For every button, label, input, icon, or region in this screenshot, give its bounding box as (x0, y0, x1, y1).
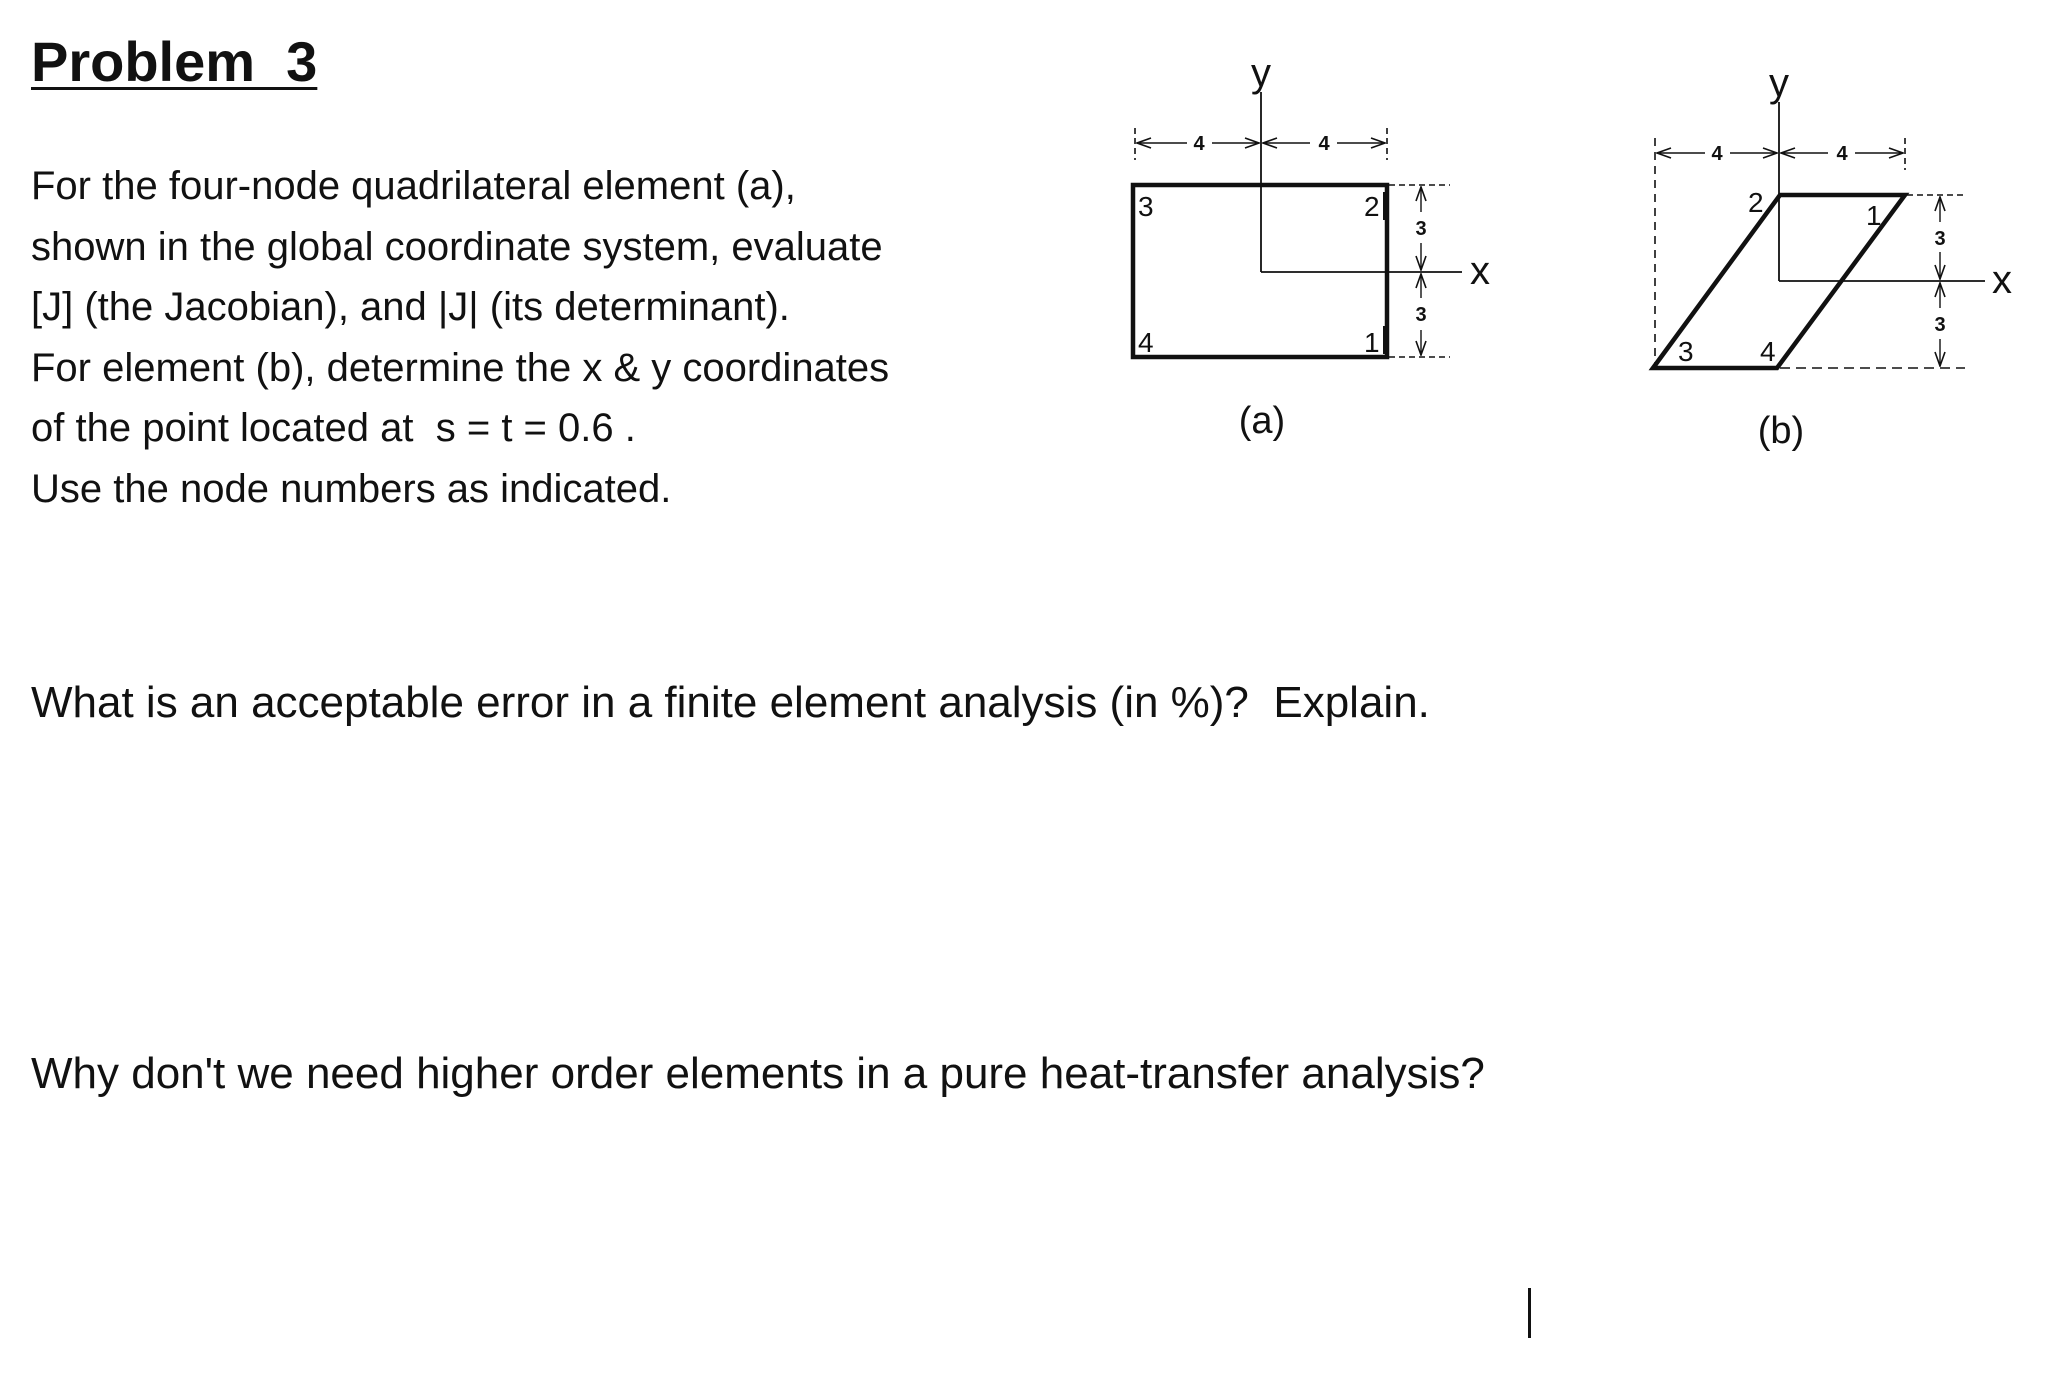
problem-line-3: [J] (the Jacobian), and |J| (its determinant). (31, 285, 790, 329)
node-label-b-4: 4 (1760, 336, 1776, 367)
dim-label-v1-a: 3 (1415, 218, 1427, 240)
node-label-a-3: 3 (1138, 191, 1154, 222)
figure-b-caption: (b) (1757, 410, 1805, 452)
dim-label-v2-b: 3 (1934, 314, 1946, 336)
dim-label-h1-a: 4 (1193, 133, 1205, 155)
y-axis-label-b: y (1769, 61, 1789, 105)
dim-label-h2-a: 4 (1318, 133, 1330, 155)
figure-a (1133, 51, 1490, 442)
x-axis-label-b: x (1992, 258, 2012, 302)
node-label-b-3: 3 (1678, 336, 1694, 367)
question-higher-order-elements: Why don't we need higher order elements in a pure heat-transfer analysis? (31, 1049, 1485, 1098)
problem-line-6: Use the node numbers as indicated. (31, 466, 672, 511)
dim-label-h1-b: 4 (1711, 143, 1723, 165)
dim-label-v1-b: 3 (1934, 228, 1946, 250)
figure-a-caption: (a) (1238, 400, 1286, 442)
problem-line-2: shown in the global coordinate system, evaluate (31, 224, 883, 269)
problem-title: Problem 3 (31, 30, 318, 93)
element-a-outline (1133, 185, 1387, 357)
dim-label-v2-a: 3 (1415, 304, 1427, 326)
node-label-b-2: 2 (1748, 187, 1764, 218)
problem-line-4: For element (b), determine the x & y coordinates (31, 345, 890, 390)
node-label-a-1: 1 (1364, 327, 1380, 358)
node-label-a-2: 2 (1364, 191, 1380, 222)
node-label-b-1: 1 (1866, 200, 1882, 231)
x-axis-label-a: x (1470, 249, 1490, 293)
question-acceptable-error: What is an acceptable error in a finite element analysis (in %)? Explain. (31, 678, 1430, 727)
problem-line-5: of the point located at s = t = 0.6 . (31, 406, 636, 450)
y-axis-label-a: y (1251, 51, 1271, 95)
dim-label-h2-b: 4 (1836, 143, 1848, 165)
node-label-a-4: 4 (1138, 327, 1154, 358)
figure-b (1653, 61, 2012, 452)
problem-line-1: For the four-node quadrilateral element (a), (31, 164, 796, 208)
